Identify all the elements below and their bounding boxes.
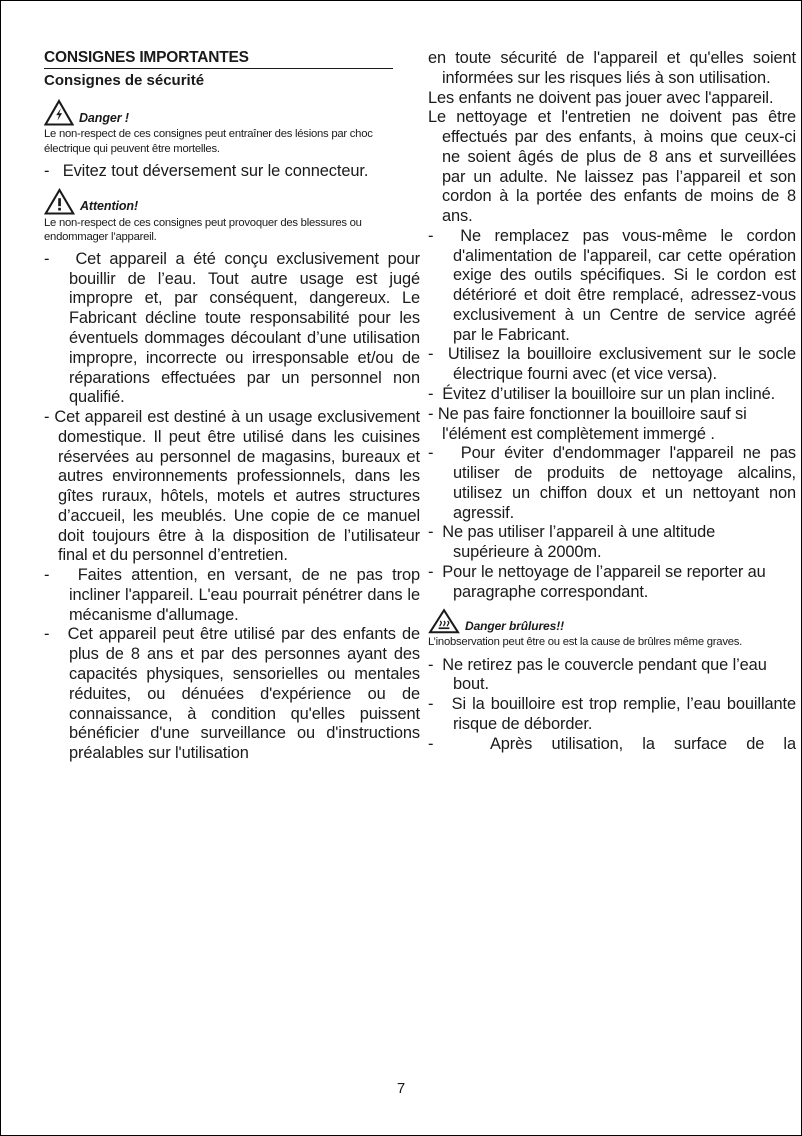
list-bullet-dash: - (428, 226, 434, 245)
list-item-text: Ne remplacez pas vous-même le cordon d'alimentation de l'appareil, car cette opération exige des outils spécifiques. Si le cordon est détérioré et doit être remplacé, adressez-vous exclusivement à un Centre de service agréé par le Fabricant. (453, 226, 796, 344)
list-item (428, 405, 796, 445)
right-column (428, 49, 796, 764)
list-bullet-dash: - (428, 385, 434, 404)
list-item-text: Si la bouilloire est trop remplie, l’eau bouillante risque de déborder. (445, 695, 796, 733)
list-item-text: Ne retirez pas le couvercle pendant que l’eau bout. (442, 655, 767, 694)
list-item (428, 695, 796, 735)
title-divider (44, 68, 393, 69)
list-item (44, 625, 420, 763)
list-bullet-dash: - (428, 523, 434, 542)
list-bullet-dash: - (428, 695, 434, 714)
list-item (428, 89, 796, 109)
right-list-top (428, 49, 796, 602)
attention-warning-label: Attention! (80, 199, 139, 213)
list-item (428, 444, 796, 523)
list-item-text: Pour le nettoyage de l’appareil se reporter au paragraphe correspondant. (442, 562, 766, 601)
list-item (44, 162, 420, 182)
left-column (44, 49, 420, 764)
list-item-text: Cet appareil est destiné à un usage exclusivement domestique. Il peut être utilisé dans les cuisines réservées au personnel de magasins, bureaux et autres environnements professionnels, dans les gîtes ruraux, hôtels, motels et autres structures d’accueil, les meublés. Une copie de ce manuel doit toujours être à la disposition de l’utilisateur final et du personnel d’entretien. (54, 408, 420, 565)
list-item-text: Pour éviter d'endommager l'appareil ne pas utiliser de produits de nettoyage alcalins, utilisez un chiffon doux et un nettoyant non agressif. (451, 444, 796, 522)
page-subtitle: Consignes de sécurité (44, 72, 205, 90)
list-item-text: Les enfants ne doivent pas jouer avec l'appareil. (428, 88, 774, 107)
list-bullet-dash: - (44, 249, 50, 268)
list-bullet-dash: - (428, 562, 434, 581)
list-item (44, 566, 420, 625)
list-bullet-dash: - (428, 345, 434, 364)
list-bullet-dash: - (44, 566, 50, 585)
list-item (428, 523, 796, 563)
list-item-text: Ne pas utiliser l’appareil à une altitude supérieure à 2000m. (442, 523, 716, 562)
warning-triangle-hot-surface-icon (428, 608, 460, 634)
burns-warning-label: Danger brûlures!! (465, 619, 564, 634)
list-item-text: Après utilisation, la surface de la (471, 734, 796, 753)
list-item (428, 345, 796, 385)
page-number: 7 (396, 1080, 406, 1097)
attention-warning-note: Le non-respect de ces consignes peut provoquer des blessures ou endommager l’appareil. (44, 216, 362, 243)
list-item (428, 108, 796, 227)
list-item (428, 563, 796, 603)
list-item-text: Faites attention, en versant, de ne pas trop incliner l'appareil. L'eau pourrait pénétrer dans le mécanisme d'allumage. (69, 566, 420, 624)
list-item-text: Cet appareil a été conçu exclusivement pour bouillir de l’eau. Tout autre usage est jugé impropre et, par conséquent, dangereux. Le Fabricant décline toute responsabilité pour les éventuels dommages découlant d’une utilisation impropre, incorrecte ou irresponsable et/ou de réparations effectuées par un personnel non qualifié. (69, 249, 420, 407)
list-item-text: Utilisez la bouilloire exclusivement sur le socle électrique fourni avec (et vice versa). (447, 345, 796, 384)
list-bullet-dash: - (428, 404, 434, 423)
burns-warning-note: L’inobservation peut être ou est la cause de brûlres même graves. (428, 636, 743, 649)
list-item-text: Évitez d’utiliser la bouilloire sur un plan incliné. (442, 385, 776, 404)
right-list-bottom (428, 656, 796, 755)
list-item-text: en toute sécurité de l'appareil et qu'elles soient informées sur les risques liés à son utilisation. (428, 49, 796, 87)
list-item-text: Evitez tout déversement sur le connecteur. (62, 161, 369, 180)
list-item-text: Le nettoyage et l'entretien ne doivent pas être effectués par des enfants, à moins que ceux-ci ne soient âgés de plus de 8 ans et surveillées par un adulte. Ne laissez pas l’appareil et son cordon à la portée des enfants de moins de 8 ans. (428, 108, 796, 226)
list-bullet-dash: - (44, 625, 50, 644)
list-item (428, 49, 796, 89)
list-bullet-dash: - (428, 734, 434, 753)
left-list-part2 (44, 250, 420, 764)
burns-warning-banner (428, 608, 796, 634)
two-column-layout (1, 49, 801, 764)
attention-warning-banner (44, 188, 420, 215)
danger-warning-label: Danger ! (79, 110, 129, 125)
danger-warning-banner (44, 99, 420, 126)
list-bullet-dash: - (428, 444, 434, 463)
warning-triangle-exclamation-icon (44, 188, 75, 215)
list-item-text: Cet appareil peut être utilisé par des enfants de plus de 8 ans et par des personnes ayant des capacités physiques, sensorielles ou mentales réduites, ou dénuées d'expérience ou de connaissance, à condition qu'elles puissent bénéficier d'une surveillance ou d'instructions préalables sur l'utilisation (67, 625, 420, 763)
list-bullet-dash: - (428, 655, 434, 674)
list-item (428, 385, 796, 405)
danger-warning-note: Le non-respect de ces consignes peut entraîner des lésions par choc électrique qui peuvent être mortelles. (44, 128, 373, 155)
left-list-part1 (44, 162, 420, 182)
list-item (44, 408, 420, 566)
page-title: CONSIGNES IMPORTANTES (44, 49, 249, 66)
list-item (428, 735, 796, 755)
list-item (428, 656, 796, 696)
list-item (44, 250, 420, 408)
list-item (428, 227, 796, 346)
list-bullet-dash: - (44, 408, 50, 427)
list-item-text: Ne pas faire fonctionner la bouilloire sauf si l'élément est complètement immergé . (437, 404, 747, 443)
list-bullet-dash: - (44, 161, 50, 180)
warning-triangle-electric-shock-icon (44, 99, 74, 126)
